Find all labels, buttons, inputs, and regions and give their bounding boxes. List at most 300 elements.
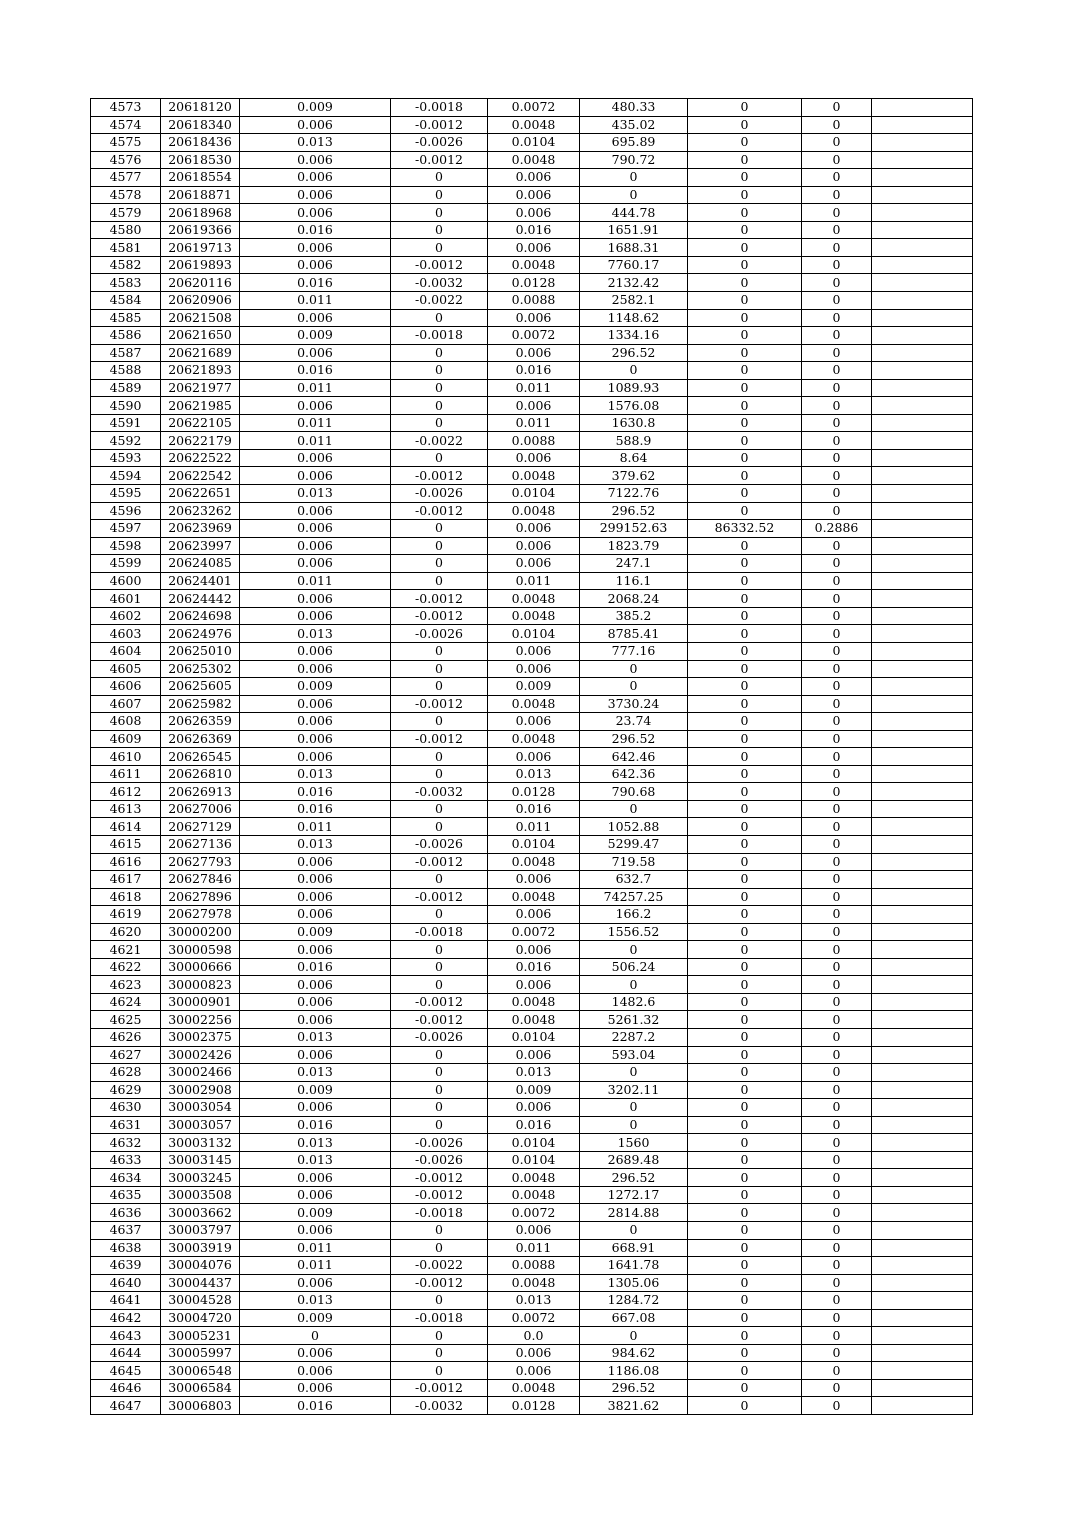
amount-cell: 0 (580, 1099, 688, 1117)
amount-cell: 435.02 (580, 116, 688, 134)
value-c-cell: 0.0048 (488, 730, 580, 748)
value-a-cell: 0.006 (240, 309, 391, 327)
table-row (91, 818, 973, 836)
row-index-cell: 4591 (91, 414, 161, 432)
amount-cell: 379.62 (580, 467, 688, 485)
value-a-cell: 0.011 (240, 1257, 391, 1275)
value-b-cell: 0 (391, 1064, 488, 1082)
amount-2-cell: 0 (688, 1081, 802, 1099)
value-c-cell: 0.011 (488, 379, 580, 397)
ratio-cell: 0 (802, 485, 872, 503)
blank-cell (872, 239, 973, 257)
value-a-cell: 0.006 (240, 1169, 391, 1187)
ratio-cell: 0 (802, 327, 872, 345)
amount-cell: 1284.72 (580, 1292, 688, 1310)
blank-cell (872, 625, 973, 643)
table-row (91, 941, 973, 959)
row-index-cell: 4602 (91, 607, 161, 625)
table-row (91, 800, 973, 818)
ratio-cell: 0 (802, 941, 872, 959)
ratio-cell: 0 (802, 590, 872, 608)
table-row (91, 344, 973, 362)
id-cell: 20627978 (161, 906, 240, 924)
id-cell: 20624401 (161, 572, 240, 590)
blank-cell (872, 151, 973, 169)
value-b-cell: -0.0026 (391, 485, 488, 503)
table-row (91, 239, 973, 257)
id-cell: 20622651 (161, 485, 240, 503)
blank-cell (872, 835, 973, 853)
ratio-cell: 0 (802, 607, 872, 625)
value-a-cell: 0.016 (240, 1116, 391, 1134)
amount-cell: 790.68 (580, 783, 688, 801)
row-index-cell: 4580 (91, 221, 161, 239)
amount-2-cell: 0 (688, 256, 802, 274)
amount-cell: 0 (580, 1064, 688, 1082)
blank-cell (872, 1099, 973, 1117)
ratio-cell: 0 (802, 204, 872, 222)
ratio-cell: 0 (802, 1239, 872, 1257)
amount-cell: 593.04 (580, 1046, 688, 1064)
table-row (91, 169, 973, 187)
value-c-cell: 0.0072 (488, 1204, 580, 1222)
value-b-cell: 0 (391, 344, 488, 362)
id-cell: 30006803 (161, 1397, 240, 1415)
value-c-cell: 0.0088 (488, 1257, 580, 1275)
blank-cell (872, 555, 973, 573)
amount-cell: 1052.88 (580, 818, 688, 836)
id-cell: 20622542 (161, 467, 240, 485)
ratio-cell: 0 (802, 678, 872, 696)
id-cell: 30003057 (161, 1116, 240, 1134)
value-a-cell: 0.006 (240, 1222, 391, 1240)
value-c-cell: 0.0048 (488, 502, 580, 520)
amount-2-cell: 0 (688, 344, 802, 362)
id-cell: 20627129 (161, 818, 240, 836)
amount-cell: 0 (580, 678, 688, 696)
id-cell: 30003054 (161, 1099, 240, 1117)
amount-2-cell: 0 (688, 941, 802, 959)
row-index-cell: 4626 (91, 1028, 161, 1046)
value-c-cell: 0.006 (488, 660, 580, 678)
value-b-cell: -0.0012 (391, 1011, 488, 1029)
value-a-cell: 0.016 (240, 362, 391, 380)
table-row (91, 976, 973, 994)
value-c-cell: 0.0048 (488, 1274, 580, 1292)
amount-2-cell: 0 (688, 748, 802, 766)
value-b-cell: -0.0022 (391, 292, 488, 310)
blank-cell (872, 976, 973, 994)
amount-2-cell: 0 (688, 906, 802, 924)
id-cell: 20627896 (161, 888, 240, 906)
table-row (91, 397, 973, 415)
ratio-cell: 0 (802, 1099, 872, 1117)
blank-cell (872, 958, 973, 976)
value-b-cell: 0 (391, 204, 488, 222)
row-index-cell: 4609 (91, 730, 161, 748)
amount-2-cell: 0 (688, 1274, 802, 1292)
row-index-cell: 4636 (91, 1204, 161, 1222)
value-a-cell: 0.006 (240, 993, 391, 1011)
value-b-cell: -0.0018 (391, 1204, 488, 1222)
amount-cell: 7122.76 (580, 485, 688, 503)
id-cell: 30003145 (161, 1151, 240, 1169)
value-c-cell: 0.0048 (488, 607, 580, 625)
value-b-cell: -0.0012 (391, 467, 488, 485)
blank-cell (872, 221, 973, 239)
value-b-cell: -0.0018 (391, 99, 488, 117)
row-index-cell: 4607 (91, 695, 161, 713)
table-row (91, 1274, 973, 1292)
row-index-cell: 4619 (91, 906, 161, 924)
amount-2-cell: 0 (688, 783, 802, 801)
value-a-cell: 0.006 (240, 520, 391, 538)
amount-2-cell: 0 (688, 572, 802, 590)
row-index-cell: 4627 (91, 1046, 161, 1064)
amount-cell: 588.9 (580, 432, 688, 450)
id-cell: 20623969 (161, 520, 240, 538)
table-row (91, 572, 973, 590)
value-c-cell: 0.006 (488, 1362, 580, 1380)
amount-2-cell: 0 (688, 186, 802, 204)
id-cell: 30000200 (161, 923, 240, 941)
amount-cell: 166.2 (580, 906, 688, 924)
amount-2-cell: 0 (688, 765, 802, 783)
amount-cell: 296.52 (580, 730, 688, 748)
row-index-cell: 4640 (91, 1274, 161, 1292)
ratio-cell: 0 (802, 642, 872, 660)
value-a-cell: 0.016 (240, 783, 391, 801)
blank-cell (872, 1081, 973, 1099)
value-b-cell: 0 (391, 941, 488, 959)
ratio-cell: 0 (802, 309, 872, 327)
table-row (91, 204, 973, 222)
ratio-cell: 0 (802, 1397, 872, 1415)
table-row (91, 730, 973, 748)
table-row (91, 1204, 973, 1222)
id-cell: 20627136 (161, 835, 240, 853)
table-row (91, 923, 973, 941)
value-c-cell: 0.006 (488, 397, 580, 415)
value-a-cell: 0.013 (240, 1134, 391, 1152)
value-b-cell: 0 (391, 397, 488, 415)
value-b-cell: 0 (391, 748, 488, 766)
ratio-cell: 0 (802, 239, 872, 257)
value-c-cell: 0.0128 (488, 274, 580, 292)
amount-cell: 385.2 (580, 607, 688, 625)
ratio-cell: 0 (802, 555, 872, 573)
value-c-cell: 0.006 (488, 642, 580, 660)
id-cell: 20626369 (161, 730, 240, 748)
value-b-cell: 0 (391, 1327, 488, 1345)
value-a-cell: 0.013 (240, 765, 391, 783)
row-index-cell: 4634 (91, 1169, 161, 1187)
value-a-cell: 0.006 (240, 730, 391, 748)
table-row (91, 432, 973, 450)
id-cell: 20624085 (161, 555, 240, 573)
value-c-cell: 0.0048 (488, 1169, 580, 1187)
blank-cell (872, 993, 973, 1011)
table-row (91, 99, 973, 117)
value-a-cell: 0.006 (240, 344, 391, 362)
amount-2-cell: 0 (688, 1344, 802, 1362)
ratio-cell: 0 (802, 274, 872, 292)
amount-cell: 0 (580, 1327, 688, 1345)
id-cell: 30005997 (161, 1344, 240, 1362)
amount-cell: 668.91 (580, 1239, 688, 1257)
table-row (91, 1327, 973, 1345)
row-index-cell: 4605 (91, 660, 161, 678)
value-a-cell: 0.006 (240, 713, 391, 731)
amount-cell: 2068.24 (580, 590, 688, 608)
amount-2-cell: 0 (688, 292, 802, 310)
id-cell: 30002908 (161, 1081, 240, 1099)
table-row (91, 485, 973, 503)
blank-cell (872, 309, 973, 327)
row-index-cell: 4637 (91, 1222, 161, 1240)
table-row (91, 1344, 973, 1362)
amount-2-cell: 0 (688, 1327, 802, 1345)
amount-cell: 7760.17 (580, 256, 688, 274)
value-b-cell: 0 (391, 449, 488, 467)
value-b-cell: 0 (391, 520, 488, 538)
value-c-cell: 0.0048 (488, 695, 580, 713)
id-cell: 20618968 (161, 204, 240, 222)
value-b-cell: -0.0012 (391, 730, 488, 748)
ratio-cell: 0 (802, 1362, 872, 1380)
ratio-cell: 0 (802, 748, 872, 766)
blank-cell (872, 1239, 973, 1257)
amount-2-cell: 0 (688, 204, 802, 222)
ratio-cell: 0 (802, 362, 872, 380)
value-a-cell: 0.006 (240, 1186, 391, 1204)
row-index-cell: 4633 (91, 1151, 161, 1169)
ratio-cell: 0 (802, 221, 872, 239)
row-index-cell: 4578 (91, 186, 161, 204)
amount-2-cell: 0 (688, 537, 802, 555)
row-index-cell: 4631 (91, 1116, 161, 1134)
amount-2-cell: 0 (688, 362, 802, 380)
amount-2-cell: 0 (688, 1309, 802, 1327)
blank-cell (872, 678, 973, 696)
row-index-cell: 4579 (91, 204, 161, 222)
amount-cell: 719.58 (580, 853, 688, 871)
amount-cell: 1334.16 (580, 327, 688, 345)
row-index-cell: 4623 (91, 976, 161, 994)
id-cell: 20626545 (161, 748, 240, 766)
table-row (91, 1186, 973, 1204)
value-a-cell: 0.006 (240, 590, 391, 608)
value-a-cell: 0.011 (240, 818, 391, 836)
value-c-cell: 0.0048 (488, 993, 580, 1011)
value-c-cell: 0.0104 (488, 134, 580, 152)
amount-2-cell: 0 (688, 1362, 802, 1380)
table-row (91, 151, 973, 169)
value-a-cell: 0.013 (240, 1028, 391, 1046)
value-a-cell: 0.006 (240, 467, 391, 485)
table-row (91, 1081, 973, 1099)
row-index-cell: 4625 (91, 1011, 161, 1029)
amount-2-cell: 0 (688, 1099, 802, 1117)
value-a-cell: 0.011 (240, 432, 391, 450)
value-a-cell: 0.006 (240, 871, 391, 889)
blank-cell (872, 485, 973, 503)
value-a-cell: 0.006 (240, 537, 391, 555)
blank-cell (872, 1116, 973, 1134)
row-index-cell: 4630 (91, 1099, 161, 1117)
value-c-cell: 0.006 (488, 941, 580, 959)
value-c-cell: 0.011 (488, 414, 580, 432)
value-c-cell: 0.016 (488, 1116, 580, 1134)
value-a-cell: 0.016 (240, 274, 391, 292)
ratio-cell: 0 (802, 1274, 872, 1292)
blank-cell (872, 572, 973, 590)
value-b-cell: -0.0012 (391, 590, 488, 608)
value-c-cell: 0.006 (488, 555, 580, 573)
value-c-cell: 0.0048 (488, 256, 580, 274)
amount-2-cell: 0 (688, 1046, 802, 1064)
blank-cell (872, 923, 973, 941)
table-row (91, 713, 973, 731)
table-row (91, 1116, 973, 1134)
row-index-cell: 4606 (91, 678, 161, 696)
table-row (91, 1222, 973, 1240)
blank-cell (872, 730, 973, 748)
blank-cell (872, 1292, 973, 1310)
value-c-cell: 0.006 (488, 1046, 580, 1064)
blank-cell (872, 765, 973, 783)
table-row (91, 520, 973, 538)
row-index-cell: 4590 (91, 397, 161, 415)
value-a-cell: 0.006 (240, 116, 391, 134)
value-c-cell: 0.0072 (488, 327, 580, 345)
id-cell: 30002375 (161, 1028, 240, 1046)
amount-2-cell: 0 (688, 99, 802, 117)
id-cell: 30000598 (161, 941, 240, 959)
value-a-cell: 0.006 (240, 906, 391, 924)
row-index-cell: 4608 (91, 713, 161, 731)
value-c-cell: 0.0048 (488, 590, 580, 608)
id-cell: 30004076 (161, 1257, 240, 1275)
value-b-cell: -0.0026 (391, 134, 488, 152)
amount-cell: 984.62 (580, 1344, 688, 1362)
ratio-cell: 0 (802, 1169, 872, 1187)
row-index-cell: 4598 (91, 537, 161, 555)
amount-2-cell: 0 (688, 695, 802, 713)
blank-cell (872, 1186, 973, 1204)
blank-cell (872, 134, 973, 152)
table-row (91, 1362, 973, 1380)
id-cell: 30004720 (161, 1309, 240, 1327)
id-cell: 30000666 (161, 958, 240, 976)
id-cell: 20621689 (161, 344, 240, 362)
id-cell: 20618436 (161, 134, 240, 152)
ratio-cell: 0 (802, 502, 872, 520)
table-row (91, 765, 973, 783)
ratio-cell: 0 (802, 871, 872, 889)
table-row (91, 309, 973, 327)
blank-cell (872, 537, 973, 555)
blank-cell (872, 607, 973, 625)
ratio-cell: 0 (802, 765, 872, 783)
row-index-cell: 4620 (91, 923, 161, 941)
amount-2-cell: 0 (688, 1397, 802, 1415)
value-b-cell: -0.0032 (391, 1397, 488, 1415)
amount-2-cell: 0 (688, 1151, 802, 1169)
value-a-cell: 0.006 (240, 853, 391, 871)
amount-2-cell: 0 (688, 134, 802, 152)
value-b-cell: -0.0012 (391, 1274, 488, 1292)
value-a-cell: 0.006 (240, 1362, 391, 1380)
id-cell: 20623997 (161, 537, 240, 555)
amount-cell: 1688.31 (580, 239, 688, 257)
value-b-cell: 0 (391, 309, 488, 327)
value-a-cell: 0.006 (240, 888, 391, 906)
amount-cell: 5299.47 (580, 835, 688, 853)
value-b-cell: -0.0026 (391, 835, 488, 853)
row-index-cell: 4618 (91, 888, 161, 906)
row-index-cell: 4594 (91, 467, 161, 485)
blank-cell (872, 379, 973, 397)
amount-2-cell: 86332.52 (688, 520, 802, 538)
value-a-cell: 0.013 (240, 625, 391, 643)
id-cell: 30005231 (161, 1327, 240, 1345)
value-c-cell: 0.011 (488, 818, 580, 836)
amount-cell: 1576.08 (580, 397, 688, 415)
blank-cell (872, 1309, 973, 1327)
value-c-cell: 0.0048 (488, 1379, 580, 1397)
value-c-cell: 0.0104 (488, 1028, 580, 1046)
amount-2-cell: 0 (688, 871, 802, 889)
value-b-cell: -0.0012 (391, 1379, 488, 1397)
ratio-cell: 0.2886 (802, 520, 872, 538)
row-index-cell: 4583 (91, 274, 161, 292)
table-row (91, 625, 973, 643)
id-cell: 30003797 (161, 1222, 240, 1240)
value-b-cell: 0 (391, 239, 488, 257)
amount-2-cell: 0 (688, 660, 802, 678)
table-row (91, 1134, 973, 1152)
blank-cell (872, 204, 973, 222)
value-c-cell: 0.013 (488, 1292, 580, 1310)
value-b-cell: -0.0018 (391, 923, 488, 941)
ratio-cell: 0 (802, 1064, 872, 1082)
blank-cell (872, 449, 973, 467)
value-a-cell: 0.013 (240, 835, 391, 853)
row-index-cell: 4593 (91, 449, 161, 467)
value-c-cell: 0.0088 (488, 292, 580, 310)
value-b-cell: -0.0026 (391, 1134, 488, 1152)
row-index-cell: 4613 (91, 800, 161, 818)
table-row (91, 958, 973, 976)
value-c-cell: 0.011 (488, 1239, 580, 1257)
table-row (91, 467, 973, 485)
ratio-cell: 0 (802, 818, 872, 836)
value-c-cell: 0.0048 (488, 853, 580, 871)
row-index-cell: 4629 (91, 1081, 161, 1099)
id-cell: 20625605 (161, 678, 240, 696)
value-a-cell: 0.006 (240, 151, 391, 169)
value-c-cell: 0.0048 (488, 888, 580, 906)
value-c-cell: 0.006 (488, 344, 580, 362)
table-row (91, 1309, 973, 1327)
row-index-cell: 4577 (91, 169, 161, 187)
value-a-cell: 0.009 (240, 678, 391, 696)
id-cell: 20622179 (161, 432, 240, 450)
blank-cell (872, 713, 973, 731)
ratio-cell: 0 (802, 1151, 872, 1169)
blank-cell (872, 748, 973, 766)
